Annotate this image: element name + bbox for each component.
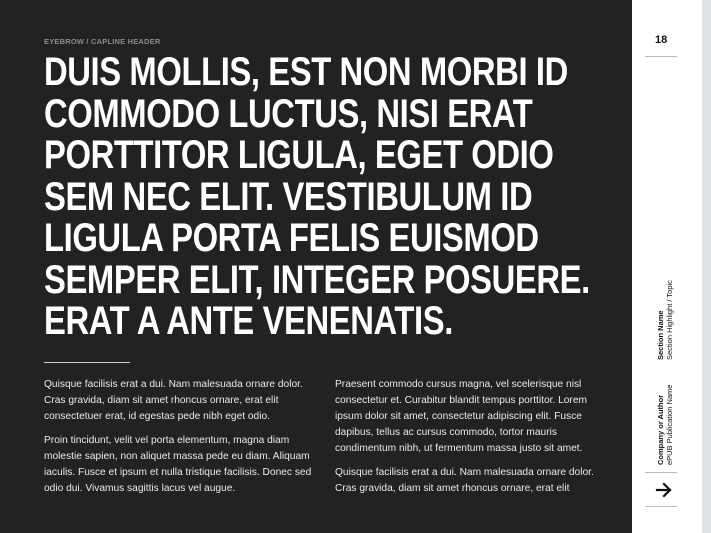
headline-line: COMMODO LUCTUS, NISI ERAT — [44, 91, 533, 136]
company-name: Company or Author — [656, 394, 665, 465]
eyebrow-header: EYEBROW / CAPLINE HEADER — [44, 37, 161, 46]
arrow-right-icon[interactable] — [655, 481, 673, 499]
sidebar-divider — [645, 472, 677, 473]
section-label — [656, 280, 674, 360]
headline-line: PORTTITOR LIGULA, EGET ODIO — [44, 133, 554, 177]
headline — [44, 50, 590, 343]
publication-label — [656, 385, 674, 465]
headline-line: SEMPER ELIT, INTEGER POSUERE. — [44, 257, 590, 302]
body-column-right — [335, 377, 607, 505]
publication-name: ePUB Publication Name — [665, 384, 674, 465]
headline-line: ERAT A ANTE VENENATIS. — [44, 299, 453, 343]
sidebar-divider — [645, 56, 677, 57]
body-paragraph: Praesent commodo cursus magna, vel scelerisque nisl consectetur et. Curabitur blandit tempus porttitor. Lorem ipsum dolor sit amet, consectetur adipiscing elit. Fusce dapibus, tellus ac cursus commodo, tortor mauris condimentum nibh, ut fermentum massa justo sit amet. — [335, 379, 587, 454]
body-paragraph: Quisque facilisis erat a dui. Nam malesuada ornare dolor. Cras gravida, diam sit amet rhoncus ornare, erat elit consectetuer erat, id egestas pede nibh eget odio. — [44, 379, 303, 422]
section-topic: Section Highlight / Topic — [665, 280, 674, 360]
sidebar-divider — [645, 506, 677, 507]
body-paragraph: Quisque facilisis erat a dui. Nam malesuada ornare dolor. Cras gravida, diam sit amet rhoncus ornare, erat elit — [335, 467, 594, 494]
body-paragraph: Proin tincidunt, velit vel porta elementum, magna diam molestie sapien, non aliquet massa pede eu diam. Aliquam iaculis. Fusce et ipsum et nulla tristique facilisis. Donec sed odio dui. Vivamus sagittis lacus vel augue. — [44, 435, 312, 494]
section-name: Section Name — [656, 310, 665, 360]
divider-rule — [44, 362, 130, 363]
page-edge-strip — [702, 0, 711, 533]
headline-line: DUIS MOLLIS, EST NON MORBI ID — [44, 50, 568, 94]
page-number: 18 — [655, 34, 668, 46]
headline-line: LIGULA PORTA FELIS EUISMOD — [44, 216, 539, 260]
body-column-left — [44, 377, 316, 505]
headline-line: SEM NEC ELIT. VESTIBULUM ID — [44, 174, 533, 219]
